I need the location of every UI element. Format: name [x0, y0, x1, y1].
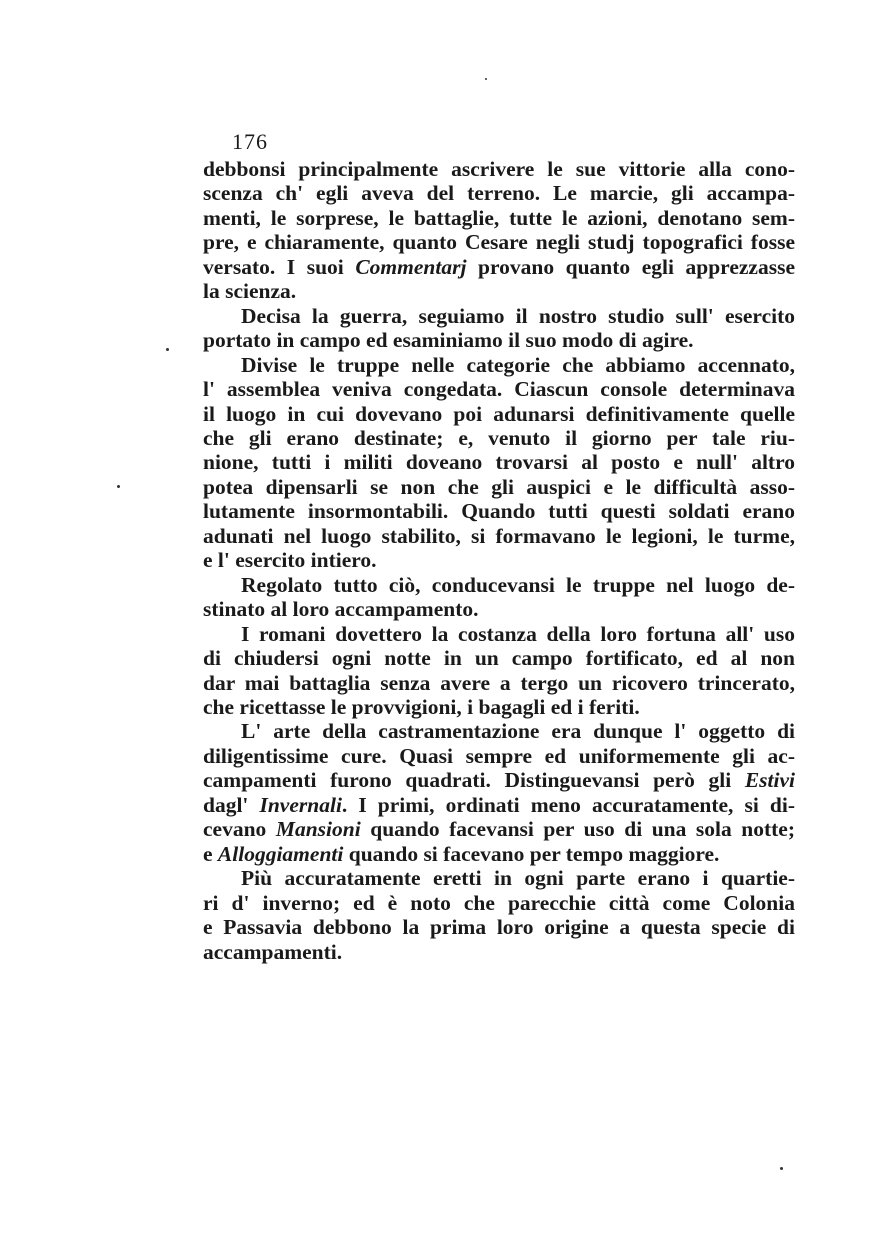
text-line: che gli erano destinate; e, venuto il giorno per tale riu-	[203, 425, 795, 450]
text-line: Divise le truppe nelle categorie che abbiamo accennato,	[241, 352, 795, 377]
text-line: menti, le sorprese, le battaglie, tutte le azioni, denotano sem-	[203, 205, 795, 230]
text-line: Decisa la guerra, seguiamo il nostro studio sull' esercito	[241, 303, 795, 328]
scan-speck	[166, 348, 169, 351]
text-line: che ricettasse le provvigioni, i bagagli ed i feriti.	[203, 694, 640, 719]
text-line: e l' esercito intiero.	[203, 548, 377, 573]
text-line: debbonsi principalmente ascrivere le sue vittorie alla cono-	[203, 157, 795, 181]
text-run: versato. I suoi	[203, 254, 356, 279]
body-text	[203, 157, 795, 964]
text-line: Regolato tutto ciò, conducevansi le truppe nel luogo de-	[241, 572, 795, 597]
italic-term: Invernali	[259, 792, 342, 817]
text-line: e Passavia debbono la prima loro origine a questa specie di	[203, 915, 795, 940]
scan-speck	[485, 78, 487, 80]
text-line: portato in campo ed esaminiamo il suo modo di agire.	[203, 328, 694, 353]
text-line: scenza ch' egli aveva del terreno. Le marcie, gli accampa-	[203, 181, 795, 206]
text-line: il luogo in cui dovevano poi adunarsi definitivamente quelle	[203, 401, 795, 426]
page-number: 176	[232, 129, 268, 154]
text-line: L' arte della castramentazione era dunque l' oggetto di	[241, 719, 795, 744]
text-line: diligentissime cure. Quasi sempre ed uniformemente gli ac-	[203, 743, 795, 768]
text-line	[203, 817, 795, 841]
text-line: I romani dovettero la costanza della loro fortuna all' uso	[241, 621, 795, 646]
text-line: dar mai battaglia senza avere a tergo un ricovero trincerato,	[203, 670, 795, 695]
italic-term: Mansioni	[275, 817, 361, 842]
text-line	[203, 255, 795, 279]
text-line: accampamenti.	[203, 939, 343, 964]
text-line: ri d' inverno; ed è noto che parecchie città come Colonia	[203, 890, 795, 915]
text-line	[203, 793, 795, 817]
text-line: l' assemblea veniva congedata. Ciascun console determinava	[203, 377, 795, 402]
text-line: lutamente insormontabili. Quando tutti questi soldati erano	[203, 499, 795, 524]
text-run: . I primi, ordinati meno accuratamente, si di-	[341, 792, 795, 817]
text-line	[203, 768, 795, 792]
italic-term: Estivi	[744, 768, 795, 793]
text-line: potea dipensarli se non che gli auspici e le difficultà asso-	[203, 474, 795, 499]
text-run: e	[203, 841, 218, 866]
text-run: quando si facevano per tempo maggiore.	[343, 841, 720, 866]
italic-term: Commentarj	[355, 254, 467, 279]
text-line: la scienza.	[203, 279, 297, 304]
text-run: cevano	[203, 817, 276, 842]
text-run: provano quanto egli apprezzasse	[466, 254, 795, 279]
italic-term: Alloggiamenti	[217, 841, 344, 866]
text-run: dagl'	[203, 792, 260, 817]
text-run: campamenti furono quadrati. Distinguevansi però gli	[203, 768, 745, 793]
text-line: pre, e chiaramente, quanto Cesare negli studj topografici fosse	[203, 230, 795, 255]
scan-speck	[780, 1167, 783, 1170]
text-line	[203, 842, 795, 866]
text-run: quando facevansi per uso di una sola notte;	[360, 817, 796, 842]
text-line: Più accuratamente eretti in ogni parte erano i quartie-	[241, 866, 795, 891]
text-line: adunati nel luogo stabilito, si formavano le legioni, le turme,	[203, 523, 795, 548]
text-line: nione, tutti i militi doveano trovarsi al posto e null' altro	[203, 450, 795, 475]
text-line: di chiudersi ogni notte in un campo fortificato, ed al non	[203, 646, 795, 671]
text-line: stinato al loro accampamento.	[203, 597, 479, 622]
scan-speck	[117, 485, 120, 488]
